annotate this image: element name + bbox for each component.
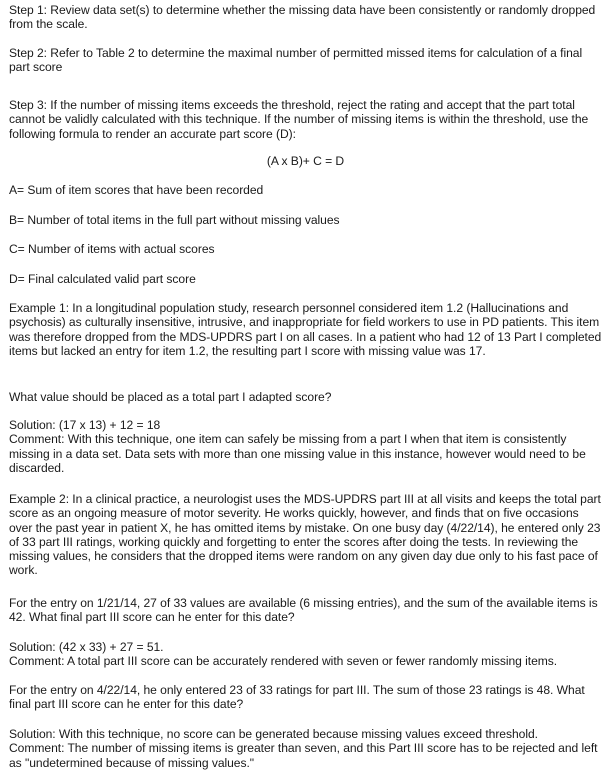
- example-1-solution-block: [9, 418, 602, 475]
- example-1-solution: Solution: (17 x 13) + 12 = 18: [9, 418, 161, 432]
- example-1-text: Example 1: In a longitudinal population study, research personnel considered item 1.2 (Hallucinations and psychosis) as culturally insensitive, intrusive, and inappropriate for field workers to use in PD patients. This item was therefore dropped from the MDS-UPDRS part I on all cases. In a patient who had 12 of 13 Part I completed items but lacked an entry for item 1.2, the resulting part I score with missing value was 17.: [9, 301, 602, 358]
- example-2-text: Example 2: In a clinical practice, a neurologist uses the MDS-UPDRS part III at all visits and keeps the total part score as an ongoing measure of motor severity. He works quickly, however, and finds that on five occasions over the past year in patient X, he has omitted items by mistake. On one busy day (4/22/14), he entered only 23 of 33 part III ratings, working quickly and forgetting to enter the scores after doing the tests. In reviewing the missing values, he considers that the dropped items were random on any given day due only to his fast pace of work.: [9, 492, 601, 578]
- definition-c: C= Number of items with actual scores: [9, 242, 215, 256]
- step-1: Step 1: Review data set(s) to determine whether the missing data have been consistently or randomly dropped from the scale.: [9, 3, 596, 32]
- definition-b: B= Number of total items in the full part without missing values: [9, 213, 340, 227]
- example-1-comment: Comment: With this technique, one item can safely be missing from a part I when that item is consistently missing in a data set. Data sets with more than one missing value in this instance, however would need to be discarded.: [9, 432, 586, 475]
- step-2: Step 2: Refer to Table 2 to determine the maximal number of permitted missed items for calculation of a final part score: [9, 46, 583, 75]
- example-2-solution-1: Solution: (42 x 33) + 27 = 51.: [9, 640, 164, 654]
- example-2-solution-2: Solution: With this technique, no score can be generated because missing values exceed threshold.: [9, 727, 538, 741]
- example-2-comment-2: Comment: The number of missing items is greater than seven, and this Part III score has to be rejected and left as "undetermined because of missing values.": [9, 741, 598, 770]
- example-2-solution-1-block: [9, 640, 602, 669]
- example-2-entry-1: For the entry on 1/21/14, 27 of 33 values are available (6 missing entries), and the sum of the available items is 42. What final part III score can he enter for this date?: [9, 596, 598, 625]
- example-1-question: What value should be placed as a total part I adapted score?: [9, 390, 332, 404]
- definition-a: A= Sum of item scores that have been recorded: [9, 183, 264, 197]
- step-3: Step 3: If the number of missing items exceeds the threshold, reject the rating and accept that the part total cannot be validly calculated with this technique. If the number of missing items is within the threshold, use the following formula to render an accurate part score (D):: [9, 98, 589, 141]
- example-2-comment-1: Comment: A total part III score can be accurately rendered with seven or fewer randomly missing items.: [9, 654, 558, 669]
- formula: (A x B)+ C = D: [266, 154, 345, 168]
- definition-d: D= Final calculated valid part score: [9, 272, 196, 286]
- example-2-entry-2: For the entry on 4/22/14, he only entered 23 of 33 ratings for part III. The sum of those 23 ratings is 48. What final part III score can he enter for this date?: [9, 683, 585, 712]
- example-2-solution-2-block: [9, 727, 602, 770]
